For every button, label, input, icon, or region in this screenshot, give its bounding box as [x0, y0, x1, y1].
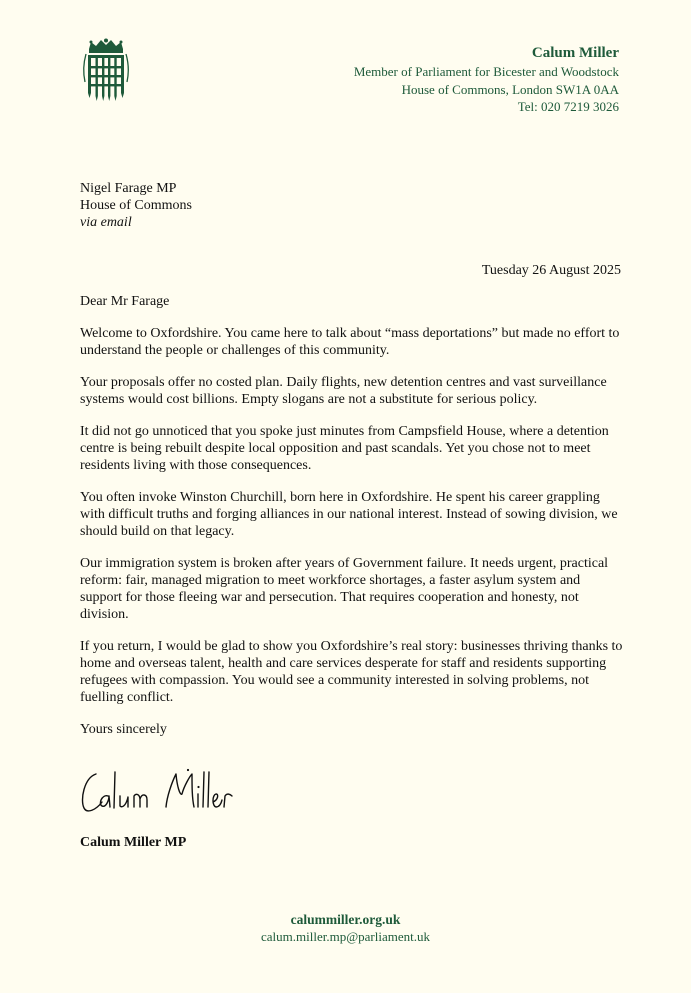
delivery-method: via email	[80, 215, 132, 230]
portcullis-icon	[80, 38, 132, 102]
website-link[interactable]: calummiller.org.uk	[290, 912, 401, 927]
paragraph: It did not go unnoticed that you spoke just minutes from Campsfield House, where a detention centre is being rebuilt despite local opposition and past scandals. Yet you chose not to meet residents living with those consequences.	[80, 424, 609, 473]
mp-address: House of Commons, London SW1A 0AA	[401, 81, 619, 97]
recipient-name: Nigel Farage MP	[80, 181, 177, 196]
recipient-address: House of Commons	[80, 198, 192, 213]
closing: Yours sincerely	[80, 722, 167, 737]
handwritten-signature	[78, 766, 238, 818]
salutation: Dear Mr Farage	[80, 294, 170, 309]
paragraph: Your proposals offer no costed plan. Daily flights, new detention centres and vast surveillance systems would cost billions. Empty slogans are not a substitute for serious policy.	[80, 375, 607, 407]
email-link[interactable]: calum.miller.mp@parliament.uk	[260, 929, 430, 944]
paragraph: Our immigration system is broken after years of Government failure. It needs urgent, practical reform: fair, managed migration to meet workforce shortages, a faster asylum system and support for those fleeing war and persecution. That requires cooperation and honesty, not division.	[80, 556, 609, 622]
paragraph: If you return, I would be glad to show you Oxfordshire’s real story: businesses thriving thanks to home and overseas talent, health and care services desperate for staff and residents supporting refugees with compassion. You would see a community interested in solving problems, not fuelling conflict.	[80, 639, 623, 705]
paragraph: Welcome to Oxfordshire. You came here to talk about “mass deportations” but made no effort to understand the people or challenges of this community.	[80, 326, 620, 358]
letterhead	[354, 44, 619, 116]
mp-telephone: Tel: 020 7219 3026	[517, 99, 619, 114]
paragraph: You often invoke Winston Churchill, born here in Oxfordshire. He spent his career grappling with difficult truths and forging alliances in our national interest. Instead of sowing division, we should build on that legacy.	[80, 490, 618, 539]
mp-name: Calum Miller	[531, 45, 619, 61]
letter-body	[80, 293, 625, 753]
recipient-block	[80, 180, 192, 231]
signoff-name: Calum Miller MP	[80, 835, 187, 850]
letter-date: Tuesday 26 August 2025	[481, 263, 621, 278]
letter-footer	[0, 911, 691, 945]
mp-role: Member of Parliament for Bicester and Woodstock	[353, 64, 619, 79]
